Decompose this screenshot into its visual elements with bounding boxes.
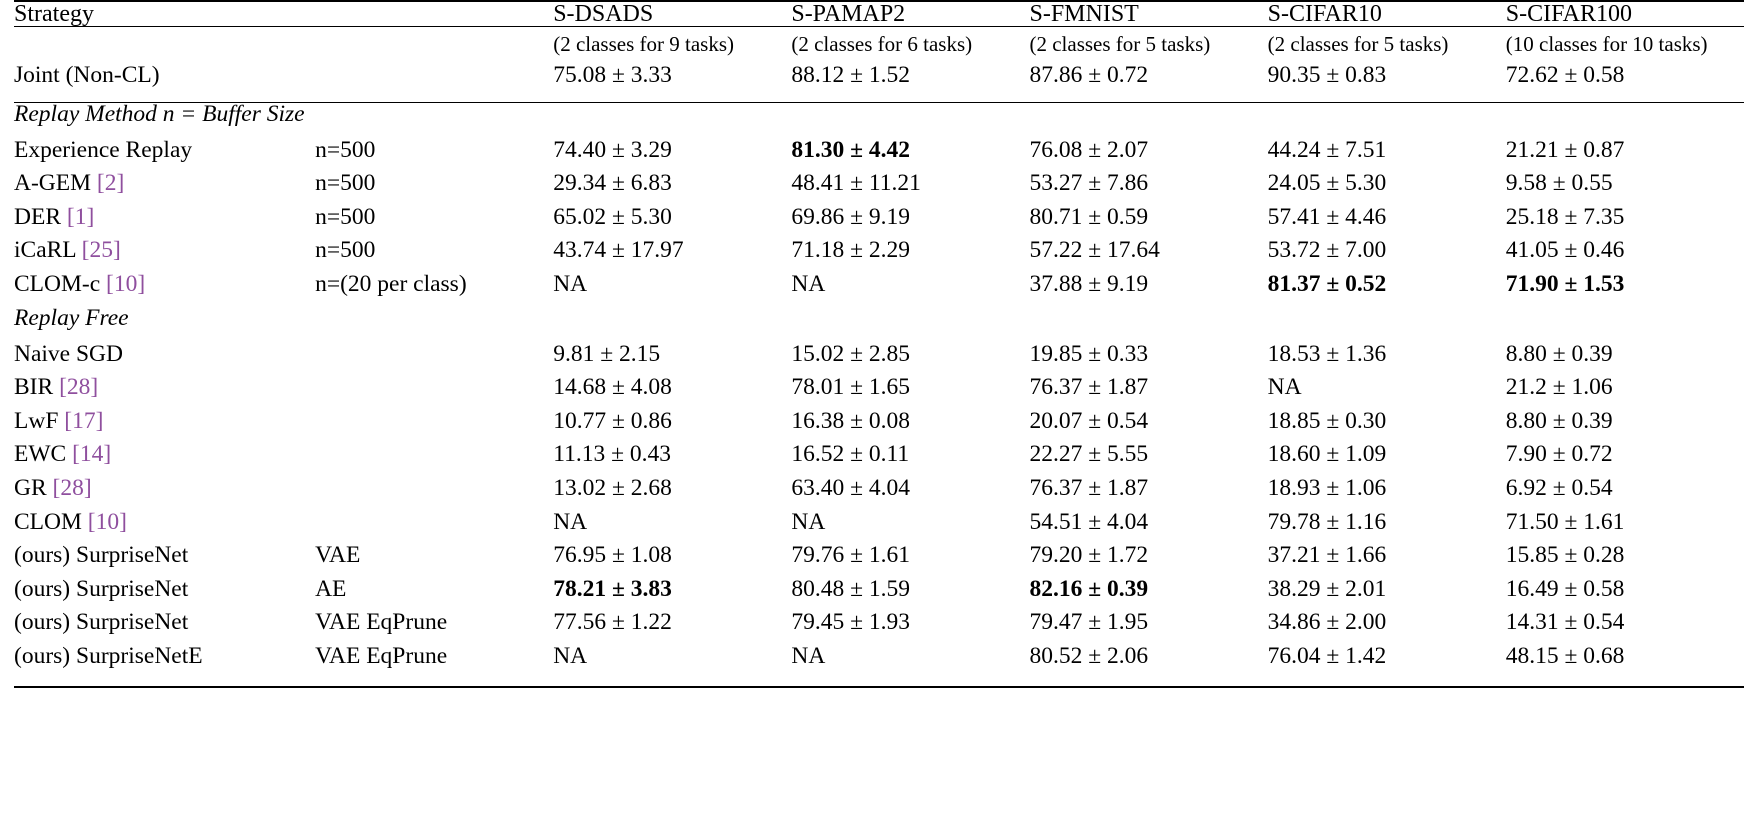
cell-pamap2: 71.18 ± 2.29 xyxy=(791,237,910,264)
table-row xyxy=(14,139,1744,173)
cell-parameter: VAE xyxy=(315,542,361,569)
table-row xyxy=(14,410,1744,444)
cell-parameter: AE xyxy=(315,575,347,602)
cell-pamap2: 78.01 ± 1.65 xyxy=(791,374,910,401)
strategy-name: iCaRL xyxy=(14,237,76,264)
cell-fmnist: 76.37 ± 1.87 xyxy=(1029,474,1149,501)
cell-parameter xyxy=(315,376,553,410)
cell-cifar10: 90.35 ± 0.83 xyxy=(1267,62,1387,88)
cell-pamap2: 15.02 ± 2.85 xyxy=(791,340,910,367)
cell-pamap2: 16.52 ± 0.11 xyxy=(791,441,910,468)
cell-fmnist: 76.37 ± 1.87 xyxy=(1029,374,1149,401)
cell-cifar10: 44.24 ± 7.51 xyxy=(1267,136,1387,163)
cell-fmnist: 53.27 ± 7.86 xyxy=(1029,170,1149,197)
cell-parameter xyxy=(315,443,553,477)
column-subheader-param xyxy=(315,34,553,64)
cell-dsads: 78.21 ± 3.83 xyxy=(553,575,672,602)
column-header-pamap2: S-PAMAP2 xyxy=(791,1,906,27)
cell-cifar100: 14.31 ± 0.54 xyxy=(1505,609,1625,636)
cell-strategy xyxy=(14,611,315,645)
cell-fmnist: 76.08 ± 2.07 xyxy=(1029,136,1149,163)
cell-parameter: n=500 xyxy=(315,170,376,197)
cell-fmnist: 79.20 ± 1.72 xyxy=(1029,542,1149,569)
strategy-name: DER xyxy=(14,203,61,230)
cell-cifar10: 18.53 ± 1.36 xyxy=(1267,340,1387,367)
cell-cifar100: 8.80 ± 0.39 xyxy=(1505,407,1613,434)
strategy-name: (ours) SurpriseNet xyxy=(14,609,189,636)
cell-cifar100: 25.18 ± 7.35 xyxy=(1505,203,1625,230)
cell-parameter xyxy=(315,64,553,98)
strategy-name: CLOM xyxy=(14,508,82,535)
cell-fmnist: 54.51 ± 4.04 xyxy=(1029,508,1149,535)
cell-pamap2: 63.40 ± 4.04 xyxy=(791,474,910,501)
cell-dsads: 11.13 ± 0.43 xyxy=(553,441,671,468)
section-header-replay-free-text: Replay Free xyxy=(14,304,129,331)
cell-cifar100: 48.15 ± 0.68 xyxy=(1505,642,1625,669)
table-row xyxy=(14,611,1744,645)
strategy-name: LwF xyxy=(14,407,59,434)
table-row xyxy=(14,273,1744,307)
table-row xyxy=(14,206,1744,240)
strategy-name: A-GEM xyxy=(14,170,92,197)
cell-strategy xyxy=(14,340,315,377)
header-row xyxy=(14,1,1744,26)
section-header-replay xyxy=(14,102,1744,139)
cell-dsads: 77.56 ± 1.22 xyxy=(553,609,672,636)
cell-cifar10: 53.72 ± 7.00 xyxy=(1267,237,1387,264)
citation-link[interactable]: [2] xyxy=(96,170,125,197)
cell-pamap2: 79.45 ± 1.93 xyxy=(791,609,910,636)
cell-pamap2: NA xyxy=(791,642,826,669)
strategy-name: CLOM-c xyxy=(14,270,101,297)
cell-cifar10: 18.60 ± 1.09 xyxy=(1267,441,1387,468)
cell-dsads: 74.40 ± 3.29 xyxy=(553,136,672,163)
table-row xyxy=(14,343,1744,377)
cell-dsads: 76.95 ± 1.08 xyxy=(553,542,672,569)
cell-parameter: n=500 xyxy=(315,203,376,230)
table-row xyxy=(14,645,1744,679)
cell-dsads: NA xyxy=(553,642,588,669)
cell-dsads: NA xyxy=(553,270,588,297)
cell-fmnist: 80.52 ± 2.06 xyxy=(1029,642,1149,669)
cell-pamap2: 79.76 ± 1.61 xyxy=(791,542,910,569)
column-subheader-row xyxy=(14,34,1744,64)
results-table-body xyxy=(14,0,1744,687)
column-subheader-pamap2: (2 classes for 6 tasks) xyxy=(791,32,973,56)
cell-parameter: n=500 xyxy=(315,136,376,163)
table-row xyxy=(14,477,1744,511)
cell-cifar10: 37.21 ± 1.66 xyxy=(1267,542,1387,569)
results-table xyxy=(14,0,1744,688)
column-header-param xyxy=(315,1,553,26)
cell-strategy xyxy=(14,376,315,410)
spacer-row xyxy=(14,679,1744,686)
citation-link[interactable]: [10] xyxy=(87,508,127,535)
citation-link[interactable]: [28] xyxy=(52,474,92,501)
cell-pamap2: NA xyxy=(791,270,826,297)
column-subheader-cifar100: (10 classes for 10 tasks) xyxy=(1505,32,1708,56)
cell-cifar100: 21.2 ± 1.06 xyxy=(1505,374,1613,401)
cell-cifar10: 18.85 ± 0.30 xyxy=(1267,407,1387,434)
column-subheader-cifar10: (2 classes for 5 tasks) xyxy=(1267,32,1449,56)
strategy-name: EWC xyxy=(14,441,67,468)
column-header-cifar10: S-CIFAR10 xyxy=(1267,1,1382,27)
column-subheader-fmnist: (2 classes for 5 tasks) xyxy=(1029,32,1211,56)
joint-row xyxy=(14,64,1744,98)
cell-dsads: 75.08 ± 3.33 xyxy=(553,62,672,88)
cell-cifar100: 6.92 ± 0.54 xyxy=(1505,474,1613,501)
cell-parameter xyxy=(315,343,553,377)
table-row xyxy=(14,511,1744,545)
citation-link[interactable]: [10] xyxy=(106,270,146,297)
strategy-name: Joint (Non-CL) xyxy=(14,62,160,88)
cell-dsads: 43.74 ± 17.97 xyxy=(553,237,684,264)
cell-parameter xyxy=(315,410,553,444)
citation-link[interactable]: [1] xyxy=(66,203,95,230)
table-bottom-rule xyxy=(14,686,1744,687)
cell-strategy xyxy=(14,270,315,307)
cell-pamap2: 48.41 ± 11.21 xyxy=(791,170,921,197)
table-row xyxy=(14,239,1744,273)
cell-strategy xyxy=(14,136,315,173)
cell-parameter: n=(20 per class) xyxy=(315,270,467,297)
strategy-name: (ours) SurpriseNet xyxy=(14,542,189,569)
cell-fmnist: 80.71 ± 0.59 xyxy=(1029,203,1149,230)
cell-strategy xyxy=(14,239,315,273)
cell-cifar100: 15.85 ± 0.28 xyxy=(1505,542,1625,569)
table-row xyxy=(14,544,1744,578)
cell-dsads: 29.34 ± 6.83 xyxy=(553,170,672,197)
strategy-name: Experience Replay xyxy=(14,136,193,163)
table-row xyxy=(14,172,1744,206)
cell-fmnist: 20.07 ± 0.54 xyxy=(1029,407,1149,434)
cell-dsads: 9.81 ± 2.15 xyxy=(553,340,661,367)
citation-link[interactable]: [28] xyxy=(59,374,99,401)
strategy-name: Naive SGD xyxy=(14,340,123,367)
cell-strategy xyxy=(14,203,315,240)
table-row xyxy=(14,578,1744,612)
cell-pamap2: 88.12 ± 1.52 xyxy=(791,62,910,88)
cell-parameter: VAE EqPrune xyxy=(315,642,448,669)
cell-cifar10: 57.41 ± 4.46 xyxy=(1267,203,1387,230)
strategy-name: (ours) SurpriseNet xyxy=(14,575,189,602)
cell-dsads: 14.68 ± 4.08 xyxy=(553,374,672,401)
cell-fmnist: 57.22 ± 17.64 xyxy=(1029,237,1160,264)
cell-dsads: 65.02 ± 5.30 xyxy=(553,203,672,230)
cell-cifar10: 34.86 ± 2.00 xyxy=(1267,609,1387,636)
cell-pamap2: 81.30 ± 4.42 xyxy=(791,136,910,163)
cell-dsads: 13.02 ± 2.68 xyxy=(553,474,672,501)
column-subheader-strategy xyxy=(14,34,315,64)
cell-cifar10: 79.78 ± 1.16 xyxy=(1267,508,1387,535)
cell-cifar10: NA xyxy=(1267,374,1302,401)
table-row xyxy=(14,376,1744,410)
column-header-dsads: S-DSADS xyxy=(553,1,654,27)
cell-parameter xyxy=(315,477,553,511)
cell-cifar100: 16.49 ± 0.58 xyxy=(1505,575,1625,602)
citation-link[interactable]: [25] xyxy=(81,237,121,264)
cell-parameter xyxy=(315,511,553,545)
section-header-replay-free xyxy=(14,307,1744,343)
cell-pamap2: 69.86 ± 9.19 xyxy=(791,203,910,230)
strategy-name: (ours) SurpriseNetE xyxy=(14,642,203,669)
cell-cifar100: 8.80 ± 0.39 xyxy=(1505,340,1613,367)
cell-cifar10: 76.04 ± 1.42 xyxy=(1267,642,1387,669)
cell-pamap2: NA xyxy=(791,508,826,535)
cell-cifar100: 71.90 ± 1.53 xyxy=(1505,270,1625,297)
cell-cifar10: 38.29 ± 2.01 xyxy=(1267,575,1387,602)
cell-dsads: NA xyxy=(553,508,588,535)
table-row xyxy=(14,443,1744,477)
strategy-name: GR xyxy=(14,474,47,501)
cell-cifar10: 24.05 ± 5.30 xyxy=(1267,170,1387,197)
cell-fmnist: 22.27 ± 5.55 xyxy=(1029,441,1149,468)
cell-strategy xyxy=(14,508,315,545)
cell-cifar100: 21.21 ± 0.87 xyxy=(1505,136,1625,163)
citation-link[interactable]: [14] xyxy=(72,441,112,468)
column-header-cifar100: S-CIFAR100 xyxy=(1505,1,1633,27)
cell-parameter: n=500 xyxy=(315,237,376,264)
column-subheader-dsads: (2 classes for 9 tasks) xyxy=(553,32,734,56)
cell-strategy xyxy=(14,64,315,98)
cell-pamap2: 16.38 ± 0.08 xyxy=(791,407,910,434)
cell-strategy xyxy=(14,443,315,477)
cell-cifar100: 71.50 ± 1.61 xyxy=(1505,508,1625,535)
cell-fmnist: 19.85 ± 0.33 xyxy=(1029,340,1149,367)
rule-cell xyxy=(14,686,1744,687)
cell-cifar100: 41.05 ± 0.46 xyxy=(1505,237,1625,264)
cell-fmnist: 79.47 ± 1.95 xyxy=(1029,609,1149,636)
spacer-cell xyxy=(14,679,1744,686)
cell-cifar100: 9.58 ± 0.55 xyxy=(1505,170,1613,197)
cell-fmnist: 87.86 ± 0.72 xyxy=(1029,62,1149,88)
citation-link[interactable]: [17] xyxy=(64,407,104,434)
cell-parameter: VAE EqPrune xyxy=(315,609,448,636)
cell-strategy xyxy=(14,474,315,511)
cell-dsads: 10.77 ± 0.86 xyxy=(553,407,672,434)
column-header-fmnist: S-FMNIST xyxy=(1029,1,1139,27)
cell-strategy xyxy=(14,642,315,679)
cell-cifar100: 72.62 ± 0.58 xyxy=(1505,62,1625,88)
cell-cifar100: 7.90 ± 0.72 xyxy=(1505,441,1613,468)
cell-fmnist: 37.88 ± 9.19 xyxy=(1029,270,1149,297)
cell-cifar10: 18.93 ± 1.06 xyxy=(1267,474,1387,501)
cell-strategy xyxy=(14,172,315,206)
cell-pamap2: 80.48 ± 1.59 xyxy=(791,575,910,602)
section-header-replay-text: Replay Method n = Buffer Size xyxy=(14,100,305,127)
cell-cifar10: 81.37 ± 0.52 xyxy=(1267,270,1387,297)
strategy-name: BIR xyxy=(14,374,54,401)
column-header-strategy: Strategy xyxy=(14,1,94,27)
cell-strategy xyxy=(14,544,315,578)
cell-strategy xyxy=(14,407,315,444)
cell-strategy xyxy=(14,575,315,612)
cell-fmnist: 82.16 ± 0.39 xyxy=(1029,575,1149,602)
